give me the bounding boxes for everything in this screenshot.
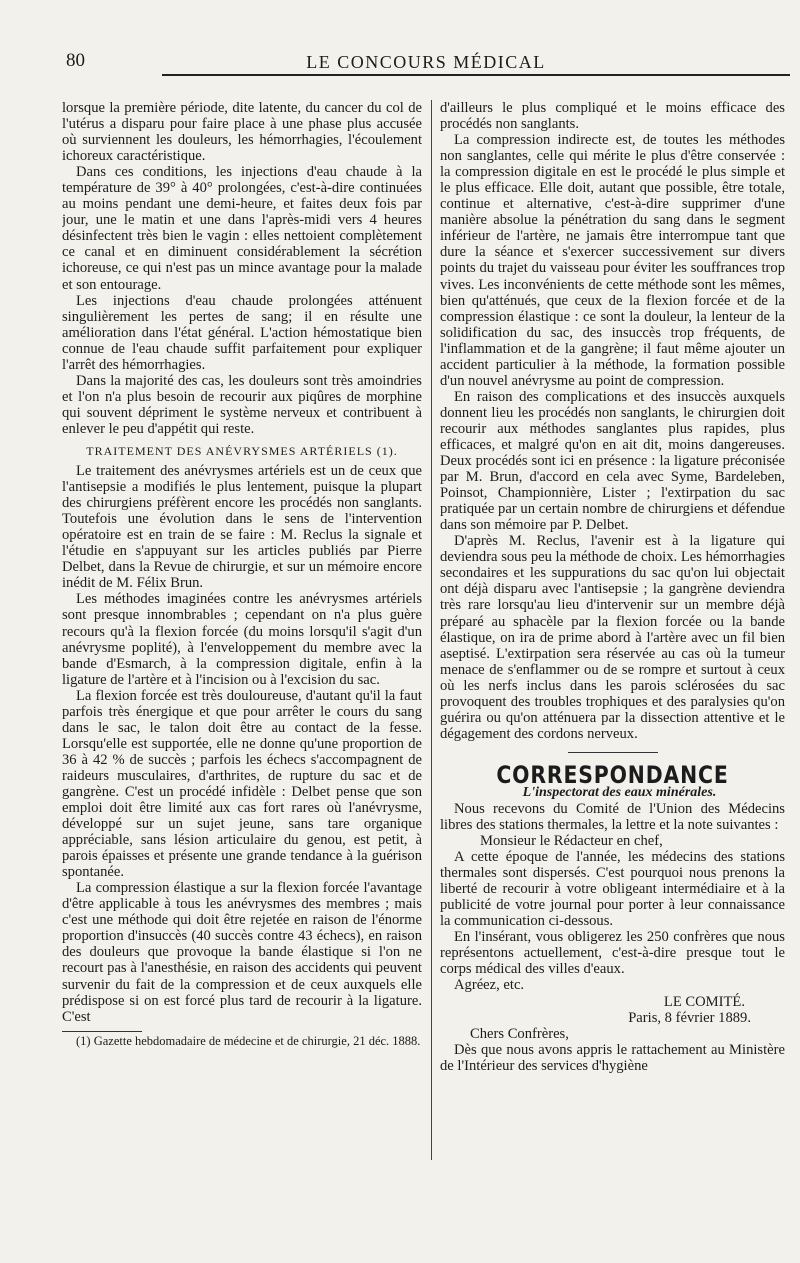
paragraph: Le traitement des anévrysmes artériels est un de ceux que l'antisepsie a modifiés le plus lentement, puisque la plupart des chirurgiens préfèrent encore les procédés non sanglants. Toutefois une évolution dans le sens de l'intervention opératoire est en train de se faire : M. Reclus la signale et l'étudie en s'appuyant sur les articles publiés par Pierre Delbet, dans la Revue de chirurgie, et sur un mémoire encore inédit de M. Félix Brun. [62,463,422,592]
paragraph: d'ailleurs le plus compliqué et le moins efficace des procédés non sanglants. [440,100,785,133]
letter-signature: LE COMITÉ. [663,993,745,1010]
paragraph: A cette époque de l'année, les médecins des stations thermales sont dispersés. C'est pourquoi nous prenons la liberté de recourir à votre obligeant intermédiaire et à la publicité de votre journal pour porter à leur connaissance la communication ci-dessous. [440,849,785,930]
page-header [62,50,790,80]
paragraph: Les méthodes imaginées contre les anévrysmes artériels sont presque innombrables ; cependant on n'a plus guère recours qu'à la flexion forcée (du moins lorsqu'il s'agit d'un anévrysme poplité), à l'enveloppement du membre avec la bande d'Esmarch, à la compression digitale, enfin à la ligature de l'artère et à l'incision ou à l'excision du sac. [62,591,422,688]
footnote-rule [62,1031,142,1032]
letter-greeting: Chers Confrères, [470,1025,569,1042]
paragraph: La flexion forcée est très douloureuse, d'autant qu'il la faut parfois très énergique et que pour arrêter le cours du sang dans le sac, le talon doit être au contact de la fesse. Lorsqu'elle est supportée, elle ne donne qu'une proportion de 36 à 42 % de succès ; parfois les échecs s'accompagnent de raideurs musculaires, d'arthrites, de rupture du sac et de gangrène. C'est un procédé infidèle : Delbet pense que son emploi doit être limité aux cas fort rares où l'anévrysme, développé sur un sujet jeune, sans tare organique appréciable, sans lésion articulaire du genou, est petit, à parois épaisses et présente une grande tendance à la guérison spontanée. [62,687,422,881]
letter-salutation: Monsieur le Rédacteur en chef, [480,833,663,850]
column-divider [431,100,432,1160]
paragraph: En raison des complications et des insuccès auxquels donnent lieu les procédés non sanglants, le chirurgien doit recourir aux méthodes sanglantes plus rapides, plus efficaces, et malgré qu'on en ait dit, moins dangereuses. Deux procédés sont ici en présence : la ligature préconisée par M. Brun, d'accord en cela avec Syme, Bardeleben, Poinsot, Championnière, Lister ; l'extirpation du sac pratiquée par un certain nombre de chirurgiens et défendue dans son mémoire par P. Delbet. [440,388,785,534]
correspondance-subheading: L'inspectorat des eaux minérales. [522,784,717,800]
section-heading: TRAITEMENT DES ANÉVRYSMES ARTÉRIELS (1). [86,443,398,458]
header-rule [162,74,790,76]
paragraph: La compression indirecte est, de toutes les méthodes non sanglantes, celle qui mérite le plus d'être conservée : la compression digitale en est le procédé le plus simple et le plus efficace. Elle doit, autant que possible, être totale, continue et alternative, c'est-à-dire supprimer d'une manière absolue la pénétration du sang dans le segment inférieur de l'artère, ne jamais être interrompue tant que dure la séance et s'exercer successivement sur divers points du trajet du vaisseau pour éviter les souffrances trop vives. Les inconvénients de cette méthode sont les mêmes, bien qu'atténués, que ceux de la flexion forcée et de la compression élastique : ce sont la douleur, la lenteur de la solidification du sac, des insuccès trop fréquents, de l'inflammation et de la gangrène; il faut même ajouter un accident particulier à la méthode, la formation possible d'un nouvel anévrysme au point de compression. [440,132,785,389]
paragraph: D'après M. Reclus, l'avenir est à la ligature qui deviendra sous peu la méthode de choix. Les hémorrhagies secondaires et les suppurations du sac qu'on lui objectait ont déjà disparu avec l'antisepsie ; la gangrène deviendra très rare lorsqu'au lieu d'intervenir sur un membre déjà préparé au sphacèle par la flexion forcée ou la bande élastique, on ira de prime abord à l'artère avec un fil bien aseptisé. L'extirpation sera réservée au cas où la tumeur menace de s'enflammer ou de se rompre et surtout à ceux où les nerfs inclus dans les parois sclérosées du sac provoquent des troubles trophiques et des paralysies qu'on guérira ou qu'on atténuera par la dissection attentive et le dégagement des cordons nerveux. [440,533,785,742]
correspondance-heading: CORRESPONDANCE [496,760,729,789]
paragraph: En l'insérant, vous obligerez les 250 confrères que nous représentons actuellement, c'est-à-dire presque tout le corps médical des villes d'eaux. [440,929,785,978]
footnote: (1) Gazette hebdomadaire de médecine et de chirurgie, 21 déc. 1888. [76,1033,421,1048]
section-rule [568,752,658,753]
paragraph: La compression élastique a sur la flexion forcée l'avantage d'être applicable à tous les anévrysmes des membres ; mais c'est une méthode qui doit être rejetée en raison de l'énorme proportion d'insuccès (40 succès contre 43 échecs), en raison des douleurs que provoque la bande élastique si l'on ne recourt pas à l'anesthésie, en raison des accidents qui peuvent survenir du fait de la compression et de ceux auxquels elle prédispose si on est forcé plus tard de recourir à la ligature. C'est [62,880,422,1025]
paragraph: Dans la majorité des cas, les douleurs sont très amoindries et l'on n'a plus besoin de recourir aux piqûres de morphine qui souvent dépriment le système nerveux et contribuent à enlever le peu d'appétit qui reste. [62,372,422,437]
left-column [62,100,422,1180]
paragraph: Nous recevons du Comité de l'Union des Médecins libres des stations thermales, la lettre et la note suivantes : [440,800,785,834]
paragraph: Dans ces conditions, les injections d'eau chaude à la température de 39° à 40° prolongées, c'est-à-dire continuées au moins pendant une demi-heure, et faites deux fois par jour, une le matin et une dans l'après-midi vers 4 heures désinfectent très bien le vagin : elles nettoient complètement ce canal et en diminuent considérablement la sécrétion ichoreuse, ce qui n'est pas un mince avantage pour la malade et son entourage. [62,164,422,293]
paragraph: Les injections d'eau chaude prolongées atténuent singulièrement les pertes de sang; il en résulte une amélioration dans l'état général. L'action hémostatique bien connue de l'eau chaude suffit parfaitement pour expliquer l'arrêt des hémorrhagies. [62,292,422,373]
paragraph: Agréez, etc. [454,977,525,994]
page-number: 80 [66,50,85,71]
paragraph: lorsque la première période, dite latente, du cancer du col de l'utérus a disparu pour faire place à une phase plus accusée où surviennent les douleurs, les hémorrhagies, l'écoulement ichoreux caractéristique. [62,100,422,165]
paragraph: Dès que nous avons appris le rattachement au Ministère de l'Intérieur des services d'hygiène [440,1041,785,1074]
journal-title: LE CONCOURS MÉDICAL [306,52,546,72]
letter-dateline: Paris, 8 février 1889. [628,1009,751,1026]
right-column [440,100,785,1180]
